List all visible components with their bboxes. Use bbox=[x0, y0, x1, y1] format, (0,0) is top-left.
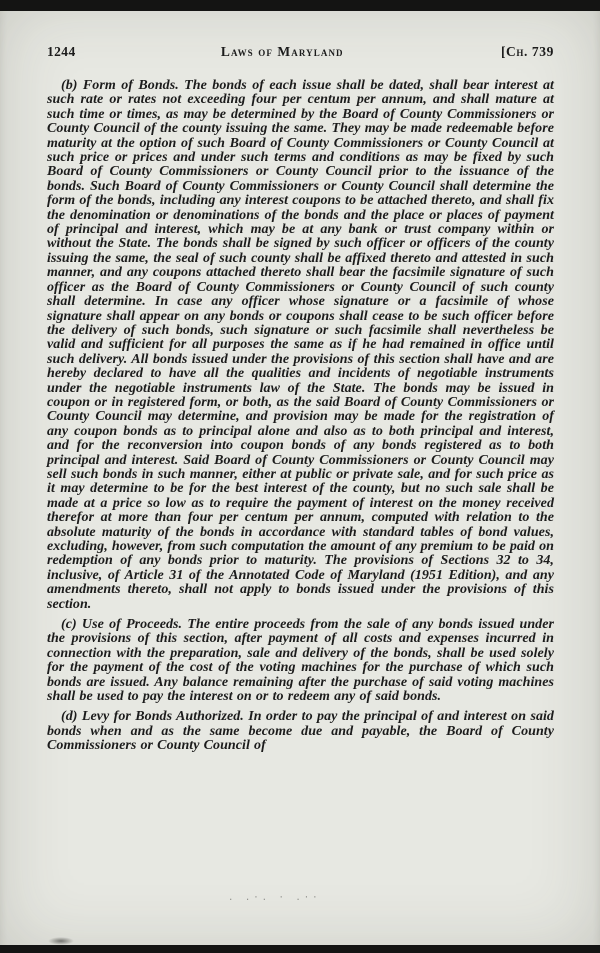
statute-text bbox=[47, 79, 554, 754]
chapter-reference: [Ch. 739 bbox=[500, 44, 554, 59]
scan-artifact-bottom bbox=[0, 945, 600, 953]
paragraph-c-use-of-proceeds: (c) Use of Proceeds. The entire proceeds from the sale of any bonds issued under the provisions of this section, after payment of all costs and expenses incurred in connection with the preparation, sale and delivery of the bonds, shall be used solely for the payment of the cost of the voting machines for the purchase of which such bonds are issued. Any balance remaining after the purchase of said voting machines shall be used to pay the interest on or to redeem any of said bonds. bbox=[47, 617, 554, 705]
scan-artifact-top bbox=[0, 0, 600, 11]
paragraph-b-form-of-bonds: (b) Form of Bonds. The bonds of each issue shall be dated, shall bear interest at such rate or rates not exceeding four per centum per annum, and shall mature at such time or times, as may be determined by the Board of County Commissioners or County Council of the county issuing the same. They may be made redeemable before maturity at the option of such Board of County Commissioners or County Council at such price or prices and under such terms and conditions as may be fixed by such Board of County Commissioners or County Council prior to the issuance of the bonds. Such Board of County Commissioners or County Council shall determine the form of the bonds, including any interest coupons to be attached thereto, and shall fix the denomination or denominations of the bonds and the place or places of payment of principal and interest, which may be at any bank or trust company within or without the State. The bonds shall be signed by such officer or officers of the county issuing the same, the seal of such county shall be affixed thereto and attested in such manner, and any coupons attached thereto shall bear the facsimile signature of such officer as the Board of County Commissioners or County Council of such county shall determine. In case any officer whose signature or a facsimile of whose signature shall appear on any bonds or coupons shall cease to be such officer before the delivery of such bonds, such signature or such facsimile shall nevertheless be valid and sufficient for all purposes the same as if he had remained in office until such delivery. All bonds issued under the provisions of this section shall have and are hereby declared to have all the qualities and incidents of negotiable instruments under the negotiable instruments law of the State. The bonds may be issued in coupon or in registered form, or both, as the said Board of County Commissioners or County Council may determine, and provision may be made for the registration of any coupon bonds as to principal alone and also as to both principal and interest, and for the reconversion into coupon bonds of any bonds registered as to both principal and interest. Said Board of County Commissioners or County Council may sell such bonds in such manner, either at public or private sale, and for such price as it may determine to be for the best interest of the county, but no such sale shall be made at a price so low as to require the payment of interest on the money received therefor at more than four per centum per annum, computed with relation to the absolute maturity of the bonds in accordance with standard tables of bond values, excluding, however, from such computation the amount of any premium to be paid on redemption of any bonds prior to maturity. The provisions of Sections 32 to 34, inclusive, of Article 31 of the Annotated Code of Maryland (1951 Edition), and any amendments thereto, shall not apply to bonds issued under the provisions of this section. bbox=[47, 78, 554, 612]
page-title: Laws of Maryland bbox=[220, 44, 344, 59]
paragraph-d-levy-for-bonds: (d) Levy for Bonds Authorized. In order to pay the principal of and interest on said bonds when and as the same become due and payable, the Board of County Commissioners or County Council of bbox=[47, 709, 554, 754]
scan-smudge-bottom-left bbox=[48, 937, 74, 945]
page-content bbox=[47, 44, 554, 760]
scan-noise-dots: . .·. · .·· bbox=[228, 893, 321, 903]
page-number: 1244 bbox=[47, 44, 76, 59]
running-head bbox=[47, 44, 554, 60]
